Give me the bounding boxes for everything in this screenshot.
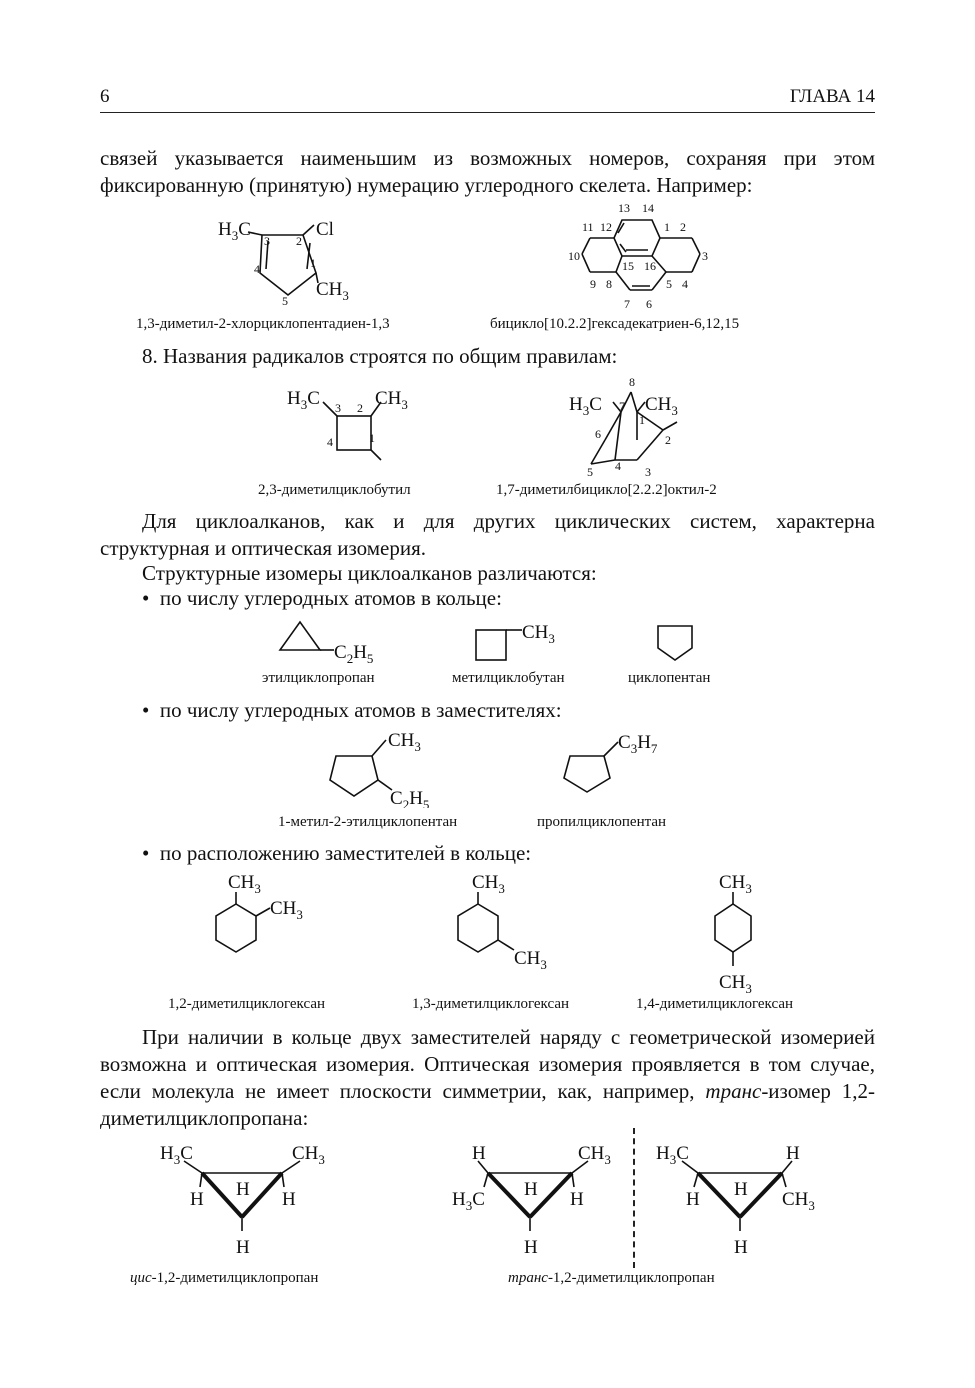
caption-6: метилциклобутан <box>452 670 565 686</box>
svg-text:8: 8 <box>606 277 612 291</box>
svg-text:H3C: $H_3C$ <box>218 219 251 243</box>
svg-text:CH3: $CH_3$ <box>472 872 505 896</box>
svg-text:3: 3 <box>335 401 341 415</box>
structure-trans-dimethylcyclopropane-2 <box>650 1135 835 1265</box>
svg-text:7: 7 <box>624 297 630 311</box>
svg-text:H: H <box>472 1143 486 1164</box>
svg-text:CH3: $CH_3$ <box>578 1143 611 1167</box>
svg-text:3: 3 <box>702 249 708 263</box>
caption-11: 1,3-диметилциклогексан <box>412 996 570 1012</box>
svg-text:H: H <box>524 1179 538 1200</box>
caption-14: транс-1,2-диметилциклопропан <box>508 1270 715 1286</box>
svg-text:H3C: $H_3C$ <box>656 1143 689 1167</box>
structure-12-dimethylcyclohexane <box>200 870 340 965</box>
svg-text:CH3: $CH_3$ <box>645 394 678 418</box>
svg-text:H: H <box>734 1179 748 1200</box>
svg-text:H3C: $H_3C$ <box>287 388 320 412</box>
caption-10: 1,2-диметилциклогексан <box>168 996 326 1012</box>
paragraph-5: При наличии в кольце двух заместителей наряду с геометрической изомерией возможна и оптическая изомерия. Оптическая изомерия проявляется в том случае, если молекула не имеет плоскости симметрии, как, например, транс-изомер 1,2-диметилциклопропана: <box>100 1025 876 1130</box>
svg-text:H: H <box>734 1237 748 1258</box>
svg-text:2: 2 <box>680 220 686 234</box>
svg-text:5: 5 <box>587 465 593 479</box>
svg-text:CH3: $CH_3$ <box>292 1143 325 1167</box>
svg-text:CH3: $CH_3$ <box>719 972 752 995</box>
svg-text:5: 5 <box>666 277 672 291</box>
caption-7: циклопентан <box>628 670 711 686</box>
svg-text:CH3: $CH_3$ <box>514 948 547 972</box>
svg-text:H: H <box>570 1189 584 1210</box>
svg-text:H: H <box>786 1143 800 1164</box>
structure-dimethylchlorocyclopentadiene <box>200 205 370 310</box>
svg-text:H: H <box>686 1189 700 1210</box>
svg-text:6: 6 <box>595 427 601 441</box>
svg-text:H3C: $H_3C$ <box>569 394 602 418</box>
structure-trans-dimethylcyclopropane-1 <box>448 1135 633 1265</box>
svg-text:2: 2 <box>296 234 302 248</box>
svg-text:CH3: $CH_3$ <box>375 388 408 412</box>
svg-text:8: 8 <box>629 375 635 389</box>
caption-13: цис-1,2-диметилциклопропан <box>130 1270 319 1286</box>
caption-9: пропилциклопентан <box>537 814 667 830</box>
paragraph-3: Для циклоалканов, как и для других циклических систем, характерна структурная и оптическая изомерия. <box>100 509 875 560</box>
svg-text:4: 4 <box>682 277 688 291</box>
svg-text:CH3: $CH_3$ <box>719 872 752 896</box>
svg-text:Cl: Cl <box>316 219 334 240</box>
svg-text:H3C: $H_3C$ <box>160 1143 193 1167</box>
caption-4: 1,7-диметилбицикло[2.2.2]октил-2 <box>496 482 717 498</box>
structure-methylcyclobutane <box>470 618 590 668</box>
svg-text:H: H <box>236 1237 250 1258</box>
svg-text:CH3: $CH_3$ <box>228 872 261 896</box>
svg-text:3: 3 <box>264 234 270 248</box>
svg-text:CH3: $CH_3$ <box>316 279 349 303</box>
header-rule <box>100 112 875 113</box>
structure-14-dimethylcyclohexane <box>685 870 785 995</box>
svg-text:11: 11 <box>582 220 594 234</box>
structure-dimethylcyclobutyl <box>285 380 425 470</box>
svg-text:C3H7: $C_3H_7$ <box>618 732 658 756</box>
caption-2: бицикло[10.2.2]гексадекатриен-6,12,15 <box>490 316 740 332</box>
svg-text:2: 2 <box>665 433 671 447</box>
caption-1: 1,3-диметил-2-хлорциклопентадиен-1,3 <box>136 316 390 332</box>
mirror-plane <box>633 1128 635 1268</box>
bullet-2: • по числу углеродных атомов в заместителях: <box>142 698 562 722</box>
svg-text:12: 12 <box>600 220 612 234</box>
svg-text:13: 13 <box>618 201 630 215</box>
svg-text:10: 10 <box>568 249 580 263</box>
svg-text:1: 1 <box>664 220 670 234</box>
svg-text:H: H <box>282 1189 296 1210</box>
structure-propylcyclopentane <box>560 726 700 796</box>
bullet-3: • по расположению заместителей в кольце: <box>142 841 532 865</box>
chapter-title: ГЛАВА 14 <box>789 86 875 107</box>
structure-13-dimethylcyclohexane <box>442 870 582 975</box>
caption-12: 1,4-диметилциклогексан <box>636 996 794 1012</box>
svg-text:15: 15 <box>622 259 634 273</box>
bullet-1: • по числу углеродных атомов в кольце: <box>142 586 502 610</box>
svg-text:H: H <box>524 1237 538 1258</box>
svg-text:6: 6 <box>646 297 652 311</box>
structure-cis-dimethylcyclopropane <box>150 1135 350 1265</box>
svg-text:H: H <box>190 1189 204 1210</box>
svg-text:5: 5 <box>282 294 288 308</box>
svg-text:CH3: $CH_3$ <box>388 730 421 754</box>
svg-text:14: 14 <box>642 201 654 215</box>
svg-text:CH3: $CH_3$ <box>270 898 303 922</box>
structure-bicyclohexadecatriene <box>560 198 720 318</box>
svg-text:CH3: $CH_3$ <box>782 1189 815 1213</box>
caption-5: этилциклопропан <box>262 670 375 686</box>
svg-text:4: 4 <box>615 459 621 473</box>
paragraph-2: 8. Названия радикалов строятся по общим правилам: <box>142 344 618 368</box>
svg-text:1: 1 <box>369 431 375 445</box>
svg-text:C2H5: $C_2H_5$ <box>390 788 430 808</box>
svg-text:H3C: $H_3C$ <box>452 1189 485 1213</box>
svg-text:4: 4 <box>327 435 333 449</box>
structure-methylethylcyclopentane <box>322 726 462 808</box>
paragraph-1: связей указывается наименьшим из возможных номеров, сохраняя при этом фиксированную (принятую) нумерацию углеродного скелета. Например: <box>100 146 875 197</box>
structure-cyclopentane <box>650 618 700 668</box>
svg-text:16: 16 <box>644 259 656 273</box>
svg-text:4: 4 <box>254 262 260 276</box>
svg-text:C2H5: $C_2H_5$ <box>334 642 374 666</box>
svg-text:2: 2 <box>357 401 363 415</box>
svg-text:9: 9 <box>590 277 596 291</box>
svg-text:3: 3 <box>645 465 651 479</box>
svg-text:1: 1 <box>639 413 645 427</box>
paragraph-4: Структурные изомеры циклоалканов различаются: <box>142 561 597 585</box>
svg-text:H: H <box>236 1179 250 1200</box>
page-number: 6 <box>100 86 110 107</box>
structure-dimethylbicyclooctyl <box>565 372 705 482</box>
caption-8: 1-метил-2-этилциклопентан <box>278 814 458 830</box>
structure-ethylcyclopropane <box>272 612 412 672</box>
svg-text:CH3: $CH_3$ <box>522 622 555 646</box>
caption-3: 2,3-диметилциклобутил <box>258 482 411 498</box>
svg-text:7: 7 <box>619 399 625 413</box>
svg-text:1: 1 <box>310 256 316 270</box>
